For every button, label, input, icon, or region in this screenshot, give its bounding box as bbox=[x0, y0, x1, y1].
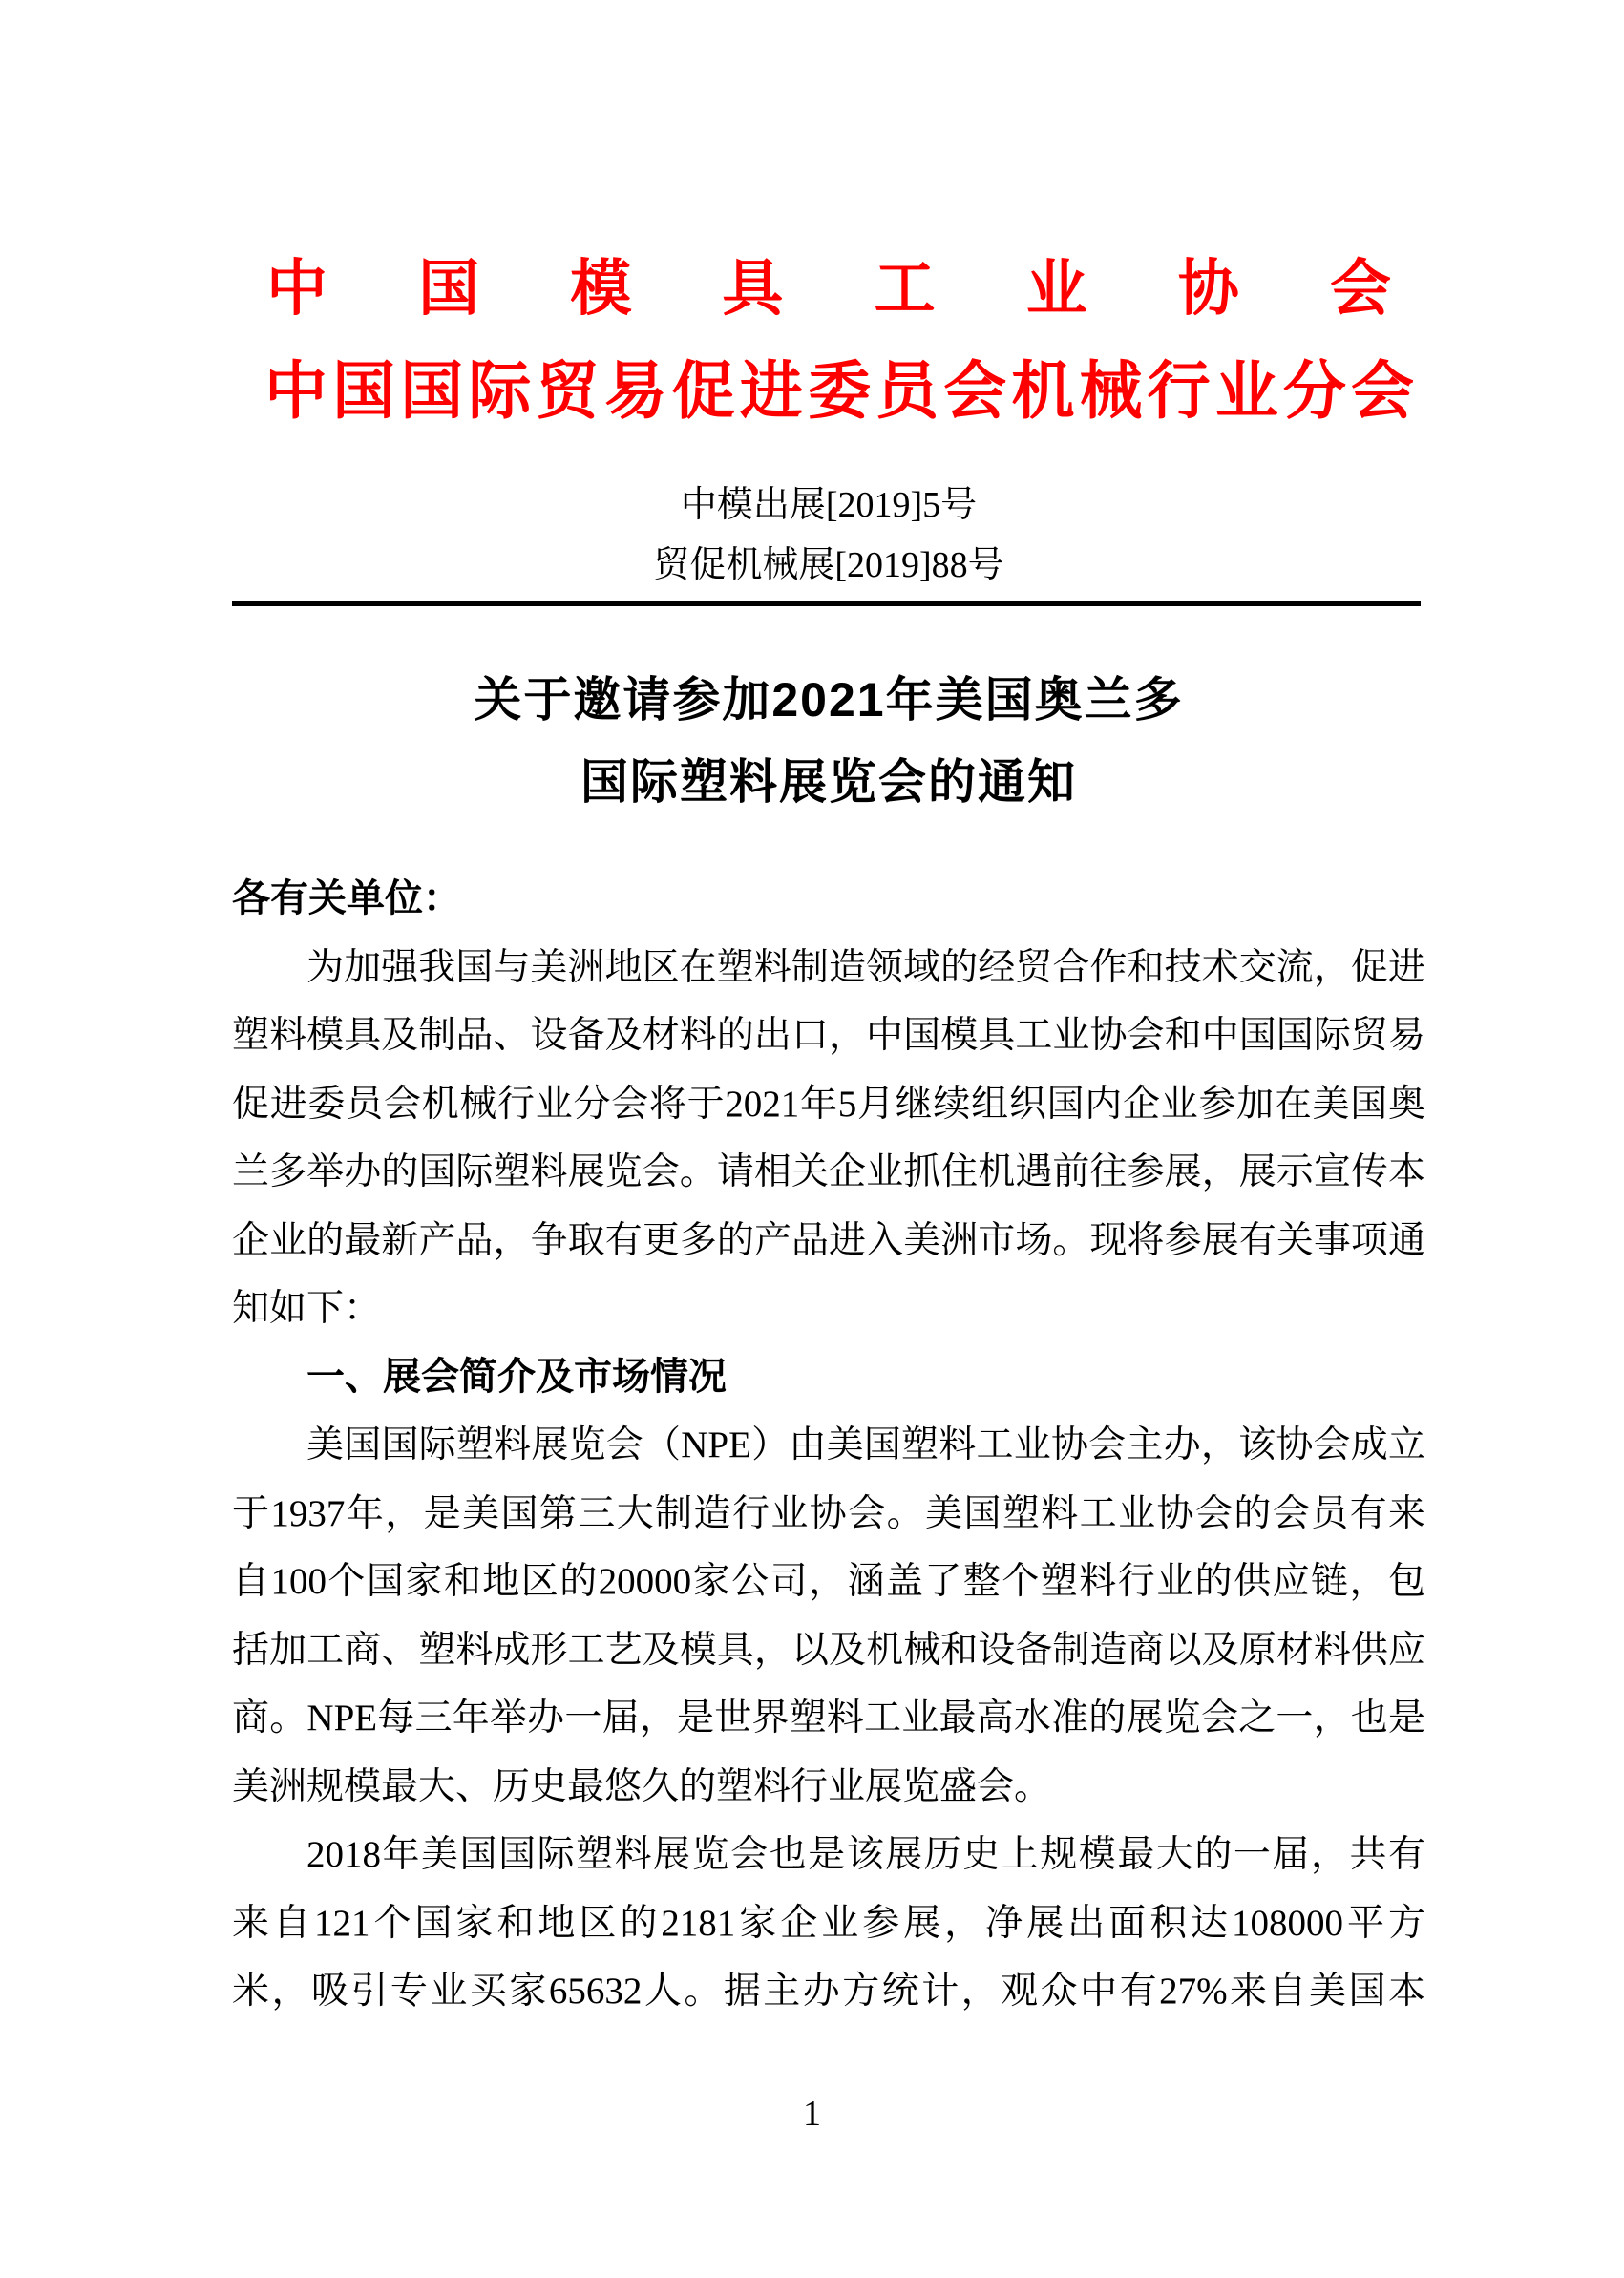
org-name-char: 国 bbox=[332, 357, 396, 427]
org-name-char: 员 bbox=[875, 357, 939, 427]
org-name-char: 机 bbox=[1011, 357, 1075, 427]
org-name-char: 分 bbox=[1282, 357, 1346, 427]
doc-number-line: 贸促机械展[2019]88号 bbox=[653, 545, 1004, 585]
body-line: 美洲规模最大、历史最悠久的塑料行业展览盛会。 bbox=[232, 1765, 1052, 1807]
org-name-char: 促 bbox=[671, 357, 735, 427]
notice-title-line-1: 关于邀请参加2021年美国奥兰多 bbox=[474, 673, 1184, 727]
org-name-primary bbox=[266, 256, 1391, 323]
org-name-char: 中 bbox=[264, 357, 327, 427]
org-name-char: 工 bbox=[874, 255, 936, 323]
notice-title-line-2: 国际塑料展览会的通知 bbox=[580, 755, 1077, 809]
org-name-char: 国 bbox=[400, 357, 464, 427]
org-name-char: 会 bbox=[1329, 255, 1391, 323]
notice-title bbox=[232, 659, 1425, 823]
org-name-char: 委 bbox=[808, 357, 871, 427]
org-name-char: 易 bbox=[603, 357, 667, 427]
org-name-char: 业 bbox=[1025, 255, 1087, 323]
body-line: 兰多举办的国际塑料展览会。请相关企业抓住机遇前往参展，展示宣传本 bbox=[232, 1151, 1425, 1192]
org-name-char: 协 bbox=[1177, 255, 1239, 323]
body-line: 来自121个国家和地区的2181家企业参展，净展出面积达108000平方 bbox=[232, 1902, 1425, 1944]
org-name-char: 模 bbox=[570, 255, 632, 323]
org-name-char: 会 bbox=[943, 357, 1007, 427]
body-line: 企业的最新产品，争取有更多的产品进入美洲市场。现将参展有关事项通 bbox=[232, 1219, 1425, 1261]
body-line: 自100个国家和地区的20000家公司，涵盖了整个塑料行业的供应链，包 bbox=[232, 1561, 1425, 1602]
notice-body bbox=[232, 865, 1425, 2026]
org-name-char: 中 bbox=[266, 255, 327, 323]
org-name-secondary bbox=[264, 359, 1414, 426]
section-heading: 一、展会简介及市场情况 bbox=[306, 1355, 727, 1398]
doc-number-line: 中模出展[2019]5号 bbox=[680, 485, 978, 525]
org-name-char: 贸 bbox=[536, 357, 600, 427]
header-divider-rule bbox=[232, 601, 1421, 606]
body-line: 括加工商、塑料成形工艺及模具，以及机械和设备制造商以及原材料供应 bbox=[232, 1629, 1425, 1671]
org-name-char: 械 bbox=[1079, 357, 1143, 427]
org-name-char: 际 bbox=[468, 357, 532, 427]
org-name-char: 国 bbox=[418, 255, 480, 323]
body-line: 塑料模具及制品、设备及材料的出口，中国模具工业协会和中国国际贸易 bbox=[232, 1015, 1425, 1056]
page-number: 1 bbox=[803, 2094, 821, 2134]
body-line: 为加强我国与美洲地区在塑料制造领域的经贸合作和技术交流，促进 bbox=[306, 946, 1425, 988]
org-name-char: 业 bbox=[1214, 357, 1278, 427]
salutation: 各有关单位： bbox=[232, 877, 461, 919]
body-line: 促进委员会机械行业分会将于2021年5月继续组织国内企业参加在美国奥 bbox=[232, 1083, 1425, 1125]
body-line: 2018年美国国际塑料展览会也是该展历史上规模最大的一届，共有 bbox=[306, 1834, 1425, 1875]
org-name-char: 会 bbox=[1351, 357, 1414, 427]
body-line: 美国国际塑料展览会（NPE）由美国塑料工业协会主办，该协会成立 bbox=[306, 1424, 1425, 1466]
body-line: 于1937年，是美国第三大制造行业协会。美国塑料工业协会的会员有来 bbox=[232, 1492, 1425, 1534]
org-name-char: 具 bbox=[722, 255, 784, 323]
body-line: 知如下： bbox=[232, 1288, 382, 1329]
doc-number-block bbox=[232, 475, 1425, 596]
org-name-char: 行 bbox=[1147, 357, 1211, 427]
body-line: 米，吸引专业买家65632人。据主办方统计，观众中有27%来自美国本 bbox=[232, 1971, 1425, 2012]
org-name-char: 进 bbox=[739, 357, 803, 427]
body-line: 商。NPE每三年举办一届，是世界塑料工业最高水准的展览会之一，也是 bbox=[232, 1698, 1425, 1739]
